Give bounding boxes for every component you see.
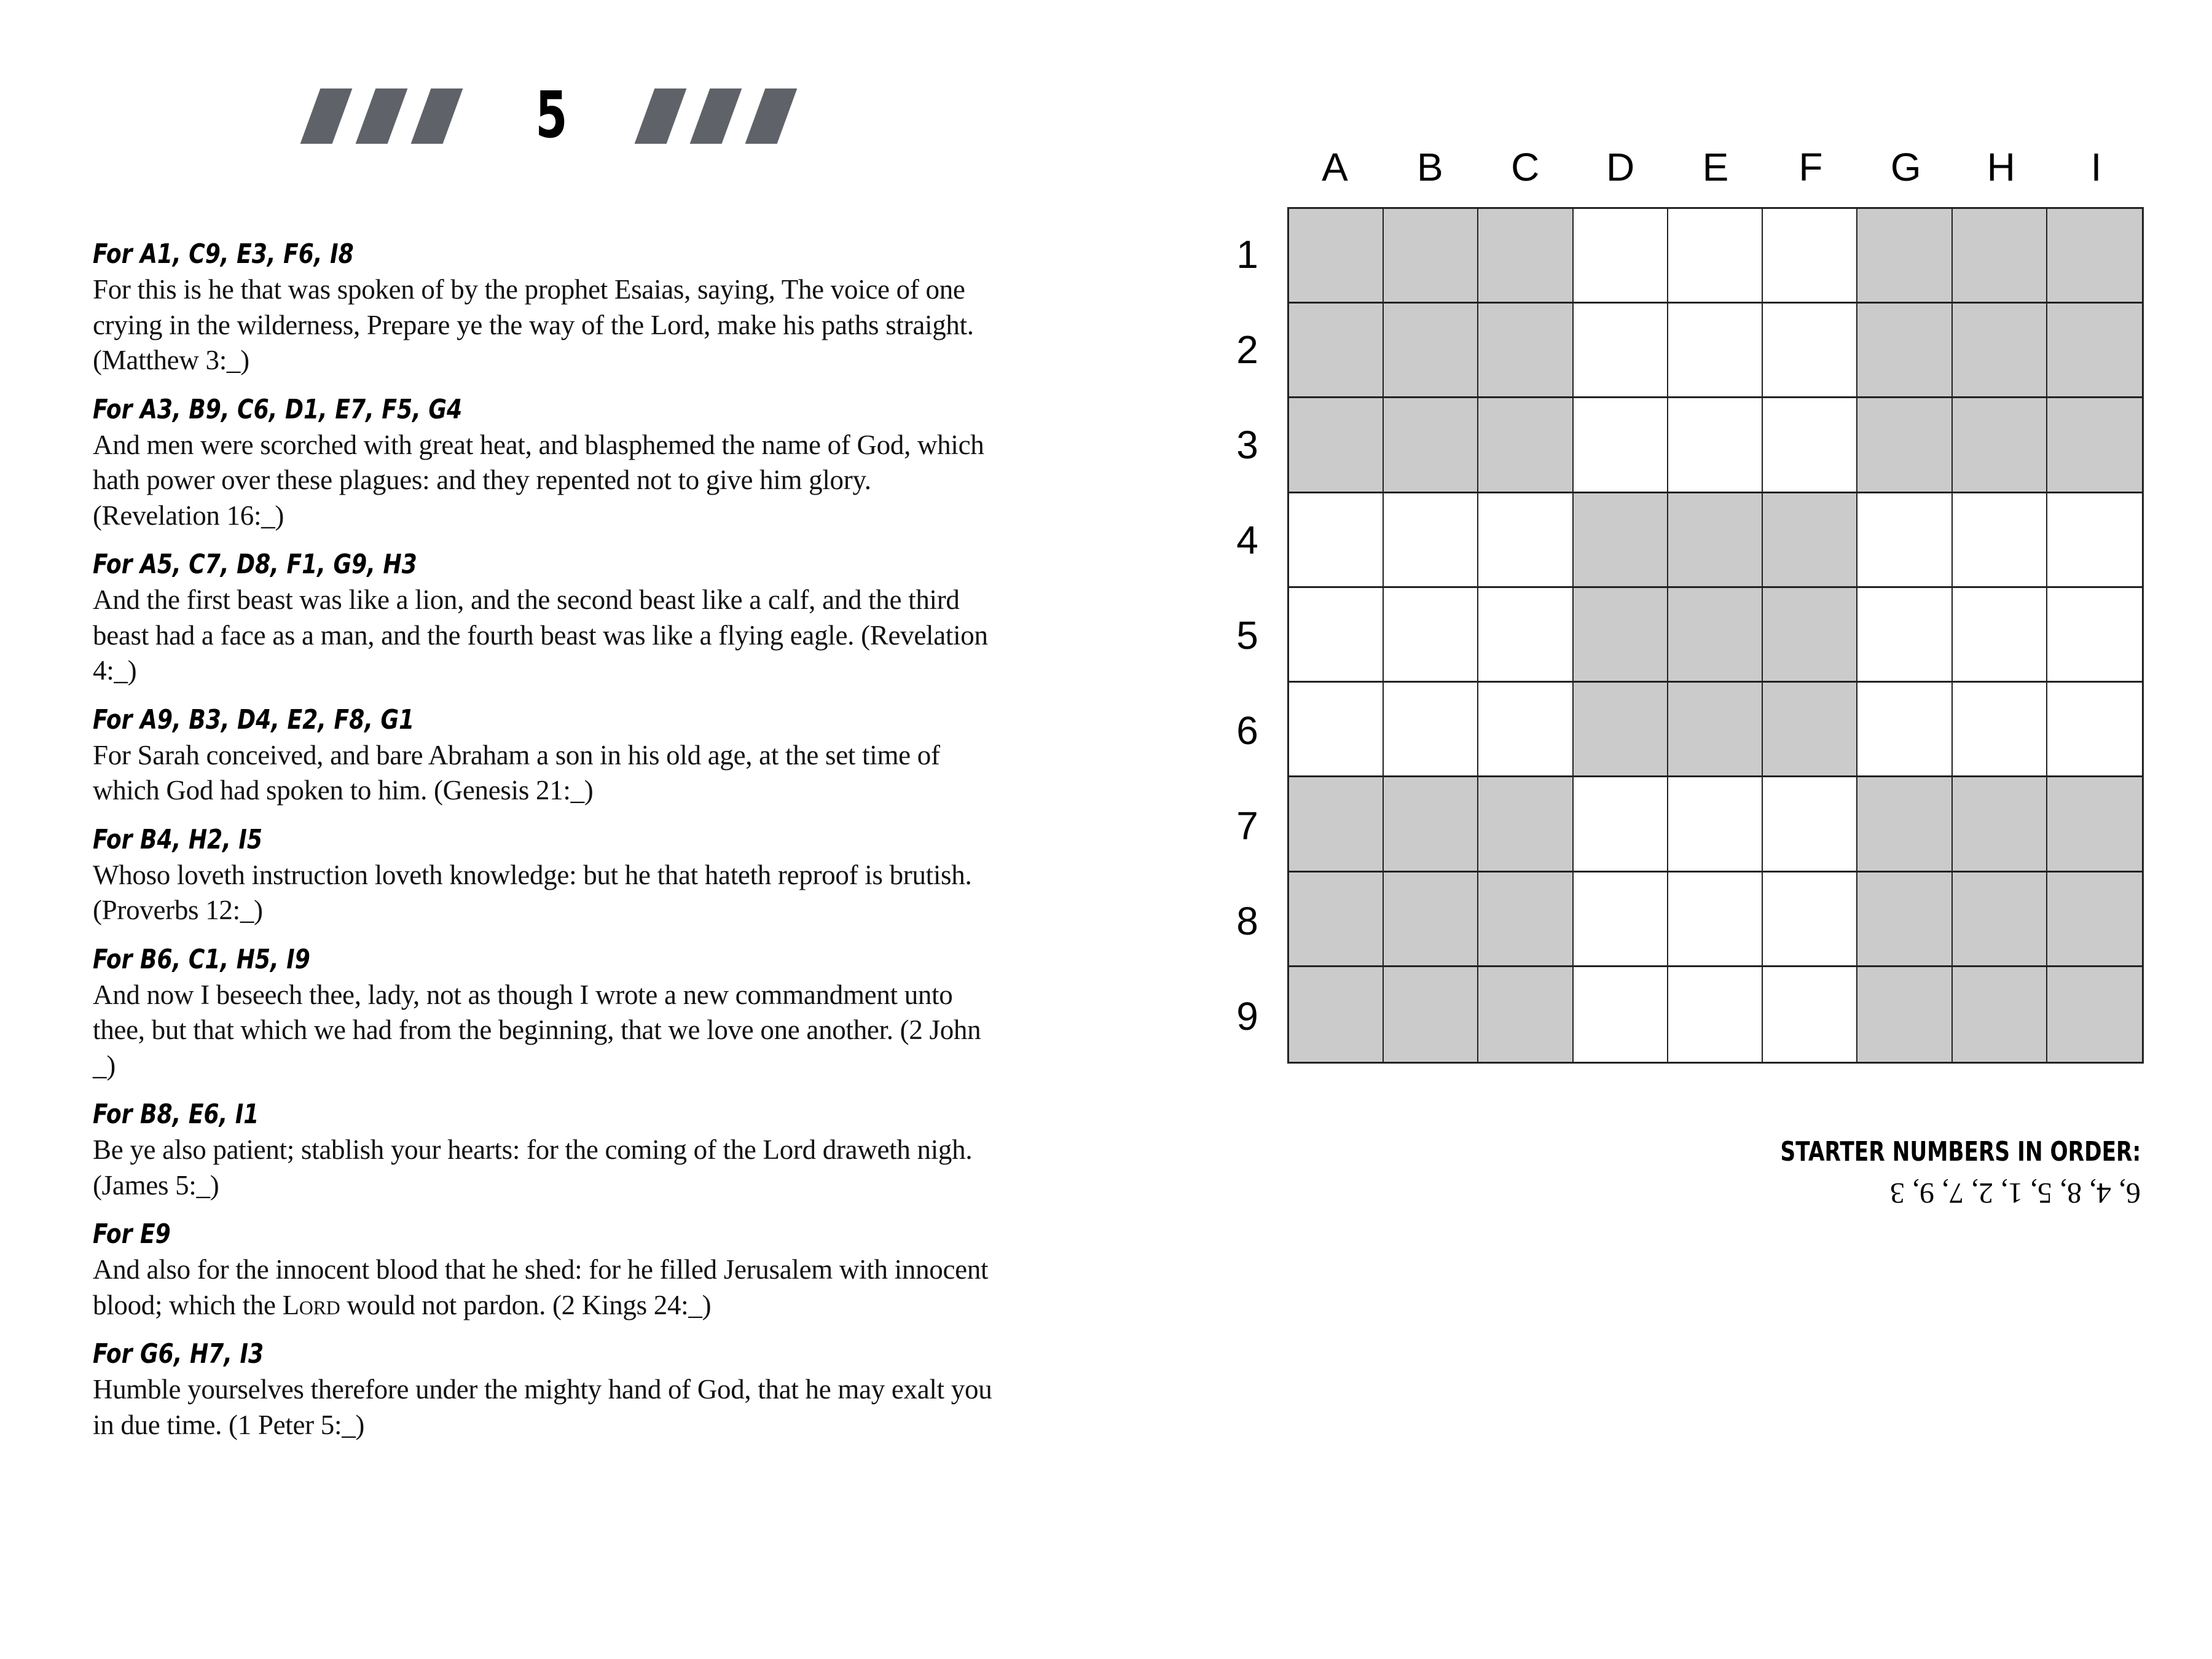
row-label: 8: [1236, 898, 1258, 943]
grid-cell-A7[interactable]: [1289, 777, 1384, 872]
sudoku-grid: [1287, 207, 2144, 1064]
grid-cell-A5[interactable]: [1289, 588, 1384, 683]
grid-cell-I6[interactable]: [2047, 683, 2142, 777]
clue-verse: And also for the innocent blood that he shed: for he filled Jerusalem with innocent blood; which the Lord would not pardon. (2 Kings 24:_): [93, 1254, 989, 1320]
starter-numbers-section: [1679, 1134, 2141, 1211]
clue-verse: And now I beseech thee, lady, not as though I wrote a new commandment unto thee, but that which we had from the beginning, that we love one another. (2 John _): [93, 979, 981, 1081]
column-label: D: [1606, 145, 1635, 189]
grid-cell-I9[interactable]: [2047, 967, 2142, 1062]
clue-cells: For A1, C9, E3, F6, I8: [93, 238, 354, 270]
grid-cell-G5[interactable]: [1857, 588, 1952, 683]
grid-cell-A1[interactable]: [1289, 209, 1384, 304]
grid-cell-E7[interactable]: [1668, 777, 1763, 872]
grid-cell-I7[interactable]: [2047, 777, 2142, 872]
grid-cell-D8[interactable]: [1574, 873, 1668, 967]
grid-cell-A2[interactable]: [1289, 304, 1384, 398]
row-label: 5: [1236, 613, 1258, 657]
grid-cell-G6[interactable]: [1857, 683, 1952, 777]
starter-title: STARTER NUMBERS IN ORDER:: [1780, 1136, 2141, 1167]
grid-cell-E3[interactable]: [1668, 398, 1763, 493]
clue-verse: Be ye also patient; stablish your hearts: for the coming of the Lord draweth nigh. (James 5:_): [93, 1134, 973, 1201]
grid-cell-D1[interactable]: [1574, 209, 1668, 304]
row-label: 6: [1236, 708, 1258, 753]
row-label: 4: [1236, 518, 1258, 563]
grid-cell-D6[interactable]: [1574, 683, 1668, 777]
grid-cell-E5[interactable]: [1668, 588, 1763, 683]
clue-list: [93, 237, 1002, 1456]
grid-cell-E2[interactable]: [1668, 304, 1763, 398]
grid-cell-A6[interactable]: [1289, 683, 1384, 777]
grid-cell-A9[interactable]: [1289, 967, 1384, 1062]
grid-cell-F7[interactable]: [1763, 777, 1857, 872]
clue-cells: For G6, H7, I3: [93, 1338, 264, 1370]
grid-cell-E8[interactable]: [1668, 873, 1763, 967]
grid-cell-F5[interactable]: [1763, 588, 1857, 683]
grid-cell-B4[interactable]: [1384, 493, 1478, 588]
clue-cells: For A9, B3, D4, E2, F8, G1: [93, 704, 415, 735]
clue-item: [93, 1336, 1002, 1443]
column-label: H: [1986, 145, 2015, 189]
clue-cells: For B8, E6, I1: [93, 1099, 259, 1130]
grid-cell-G4[interactable]: [1857, 493, 1952, 588]
grid-cell-H1[interactable]: [1953, 209, 2047, 304]
grid-cell-F1[interactable]: [1763, 209, 1857, 304]
clue-item: [93, 547, 1002, 689]
starter-numbers-upside-down: 6, 4, 8, 5, 1, 2, 7, 9, 3: [1890, 1177, 2141, 1209]
grid-cell-D2[interactable]: [1574, 304, 1668, 398]
column-label: C: [1511, 145, 1540, 189]
grid-cell-H6[interactable]: [1953, 683, 2047, 777]
grid-cell-C4[interactable]: [1478, 493, 1573, 588]
grid-cell-F3[interactable]: [1763, 398, 1857, 493]
grid-cell-F4[interactable]: [1763, 493, 1857, 588]
grid-cell-I1[interactable]: [2047, 209, 2142, 304]
grid-cell-H2[interactable]: [1953, 304, 2047, 398]
grid-cell-C7[interactable]: [1478, 777, 1573, 872]
grid-cell-A8[interactable]: [1289, 873, 1384, 967]
clue-item: [93, 942, 1002, 1084]
grid-cell-E9[interactable]: [1668, 967, 1763, 1062]
grid-cell-I2[interactable]: [2047, 304, 2142, 398]
grid-cell-D9[interactable]: [1574, 967, 1668, 1062]
grid-cell-G1[interactable]: [1857, 209, 1952, 304]
grid-cell-H4[interactable]: [1953, 493, 2047, 588]
grid-cell-D7[interactable]: [1574, 777, 1668, 872]
grid-cell-B8[interactable]: [1384, 873, 1478, 967]
stripe-shape: [300, 88, 353, 144]
clue-item: [93, 822, 1002, 928]
clue-item: [93, 392, 1002, 534]
grid-cell-C1[interactable]: [1478, 209, 1573, 304]
row-label: 2: [1236, 327, 1258, 372]
grid-cell-I3[interactable]: [2047, 398, 2142, 493]
grid-cell-G2[interactable]: [1857, 304, 1952, 398]
stripes-decoration-right: [631, 88, 802, 144]
grid-cell-H3[interactable]: [1953, 398, 2047, 493]
row-label: 9: [1236, 994, 1258, 1038]
grid-cell-E1[interactable]: [1668, 209, 1763, 304]
clue-item: [93, 1097, 1002, 1203]
column-label: I: [2090, 145, 2102, 189]
clue-cells: For E9: [93, 1218, 171, 1250]
grid-cell-B6[interactable]: [1384, 683, 1478, 777]
clue-cells: For B4, H2, I5: [93, 823, 262, 855]
grid-cell-C3[interactable]: [1478, 398, 1573, 493]
puzzle-title: [297, 77, 804, 152]
column-label: G: [1890, 145, 1921, 189]
clue-item: [93, 702, 1002, 809]
clue-cells: For B6, C1, H5, I9: [93, 943, 310, 975]
row-label: 7: [1236, 803, 1258, 848]
grid-cell-I8[interactable]: [2047, 873, 2142, 967]
grid-cell-G9[interactable]: [1857, 967, 1952, 1062]
clue-cells: For A5, C7, D8, F1, G9, H3: [93, 549, 417, 580]
grid-cell-F6[interactable]: [1763, 683, 1857, 777]
grid-cell-B5[interactable]: [1384, 588, 1478, 683]
stripes-decoration-left: [297, 88, 468, 144]
grid-cell-D3[interactable]: [1574, 398, 1668, 493]
grid-cell-H5[interactable]: [1953, 588, 2047, 683]
stripe-shape: [690, 88, 742, 144]
row-label: 3: [1236, 423, 1258, 468]
clue-item: [93, 1217, 1002, 1323]
grid-cell-I4[interactable]: [2047, 493, 2142, 588]
grid-cell-C9[interactable]: [1478, 967, 1573, 1062]
grid-cell-C8[interactable]: [1478, 873, 1573, 967]
column-label: B: [1416, 145, 1443, 189]
column-label: E: [1702, 145, 1729, 189]
grid-cell-B2[interactable]: [1384, 304, 1478, 398]
grid-cell-F9[interactable]: [1763, 967, 1857, 1062]
stripe-shape: [356, 88, 408, 144]
stripe-shape: [411, 88, 463, 144]
row-label: 1: [1236, 232, 1258, 277]
grid-cell-F8[interactable]: [1763, 873, 1857, 967]
grid-cell-E6[interactable]: [1668, 683, 1763, 777]
grid-cell-D4[interactable]: [1574, 493, 1668, 588]
grid-cell-E4[interactable]: [1668, 493, 1763, 588]
grid-cell-C6[interactable]: [1478, 683, 1573, 777]
clue-verse: For Sarah conceived, and bare Abraham a son in his old age, at the set time of which God had spoken to him. (Genesis 21:_): [93, 739, 940, 806]
column-labels: [1287, 143, 2144, 192]
grid-cell-B7[interactable]: [1384, 777, 1478, 872]
clue-verse: Humble yourselves therefore under the mighty hand of God, that he may exalt you in due time. (1 Peter 5:_): [93, 1374, 992, 1440]
grid-cell-C5[interactable]: [1478, 588, 1573, 683]
grid-cell-F2[interactable]: [1763, 304, 1857, 398]
grid-cell-H8[interactable]: [1953, 873, 2047, 967]
clue-verse: And the first beast was like a lion, and the second beast like a calf, and the third beast had a face as a man, and the fourth beast was like a flying eagle. (Revelation 4:_): [93, 584, 988, 686]
grid-cell-C2[interactable]: [1478, 304, 1573, 398]
grid-cell-H9[interactable]: [1953, 967, 2047, 1062]
clue-verse: For this is he that was spoken of by the prophet Esaias, saying, The voice of one crying in the wilderness, Prepare ye the way of the Lord, make his paths straight. (Matthew 3:_): [93, 274, 974, 375]
grid-cell-B9[interactable]: [1384, 967, 1478, 1062]
clue-cells: For A3, B9, C6, D1, E7, F5, G4: [93, 393, 463, 425]
grid-cell-A3[interactable]: [1289, 398, 1384, 493]
column-label: A: [1322, 145, 1348, 189]
grid-cell-H7[interactable]: [1953, 777, 2047, 872]
stripe-shape: [635, 88, 687, 144]
grid-cell-G3[interactable]: [1857, 398, 1952, 493]
small-caps-lord: Lord: [282, 1289, 340, 1320]
clue-verse: And men were scorched with great heat, and blasphemed the name of God, which hath power over these plagues: and they repented not to give him glory. (Revelation 16:_): [93, 429, 984, 531]
column-label: F: [1798, 145, 1823, 189]
grid-cell-A4[interactable]: [1289, 493, 1384, 588]
clue-item: [93, 237, 1002, 378]
grid-cell-I5[interactable]: [2047, 588, 2142, 683]
stripe-shape: [745, 88, 798, 144]
grid-cell-G8[interactable]: [1857, 873, 1952, 967]
grid-cell-B1[interactable]: [1384, 209, 1478, 304]
puzzle-number: 5: [535, 77, 568, 152]
grid-cell-G7[interactable]: [1857, 777, 1952, 872]
grid-cell-B3[interactable]: [1384, 398, 1478, 493]
grid-cell-D5[interactable]: [1574, 588, 1668, 683]
clue-verse: Whoso loveth instruction loveth knowledge: but he that hateth reproof is brutish. (Proverbs 12:_): [93, 859, 972, 925]
row-labels: [1223, 207, 1272, 1064]
